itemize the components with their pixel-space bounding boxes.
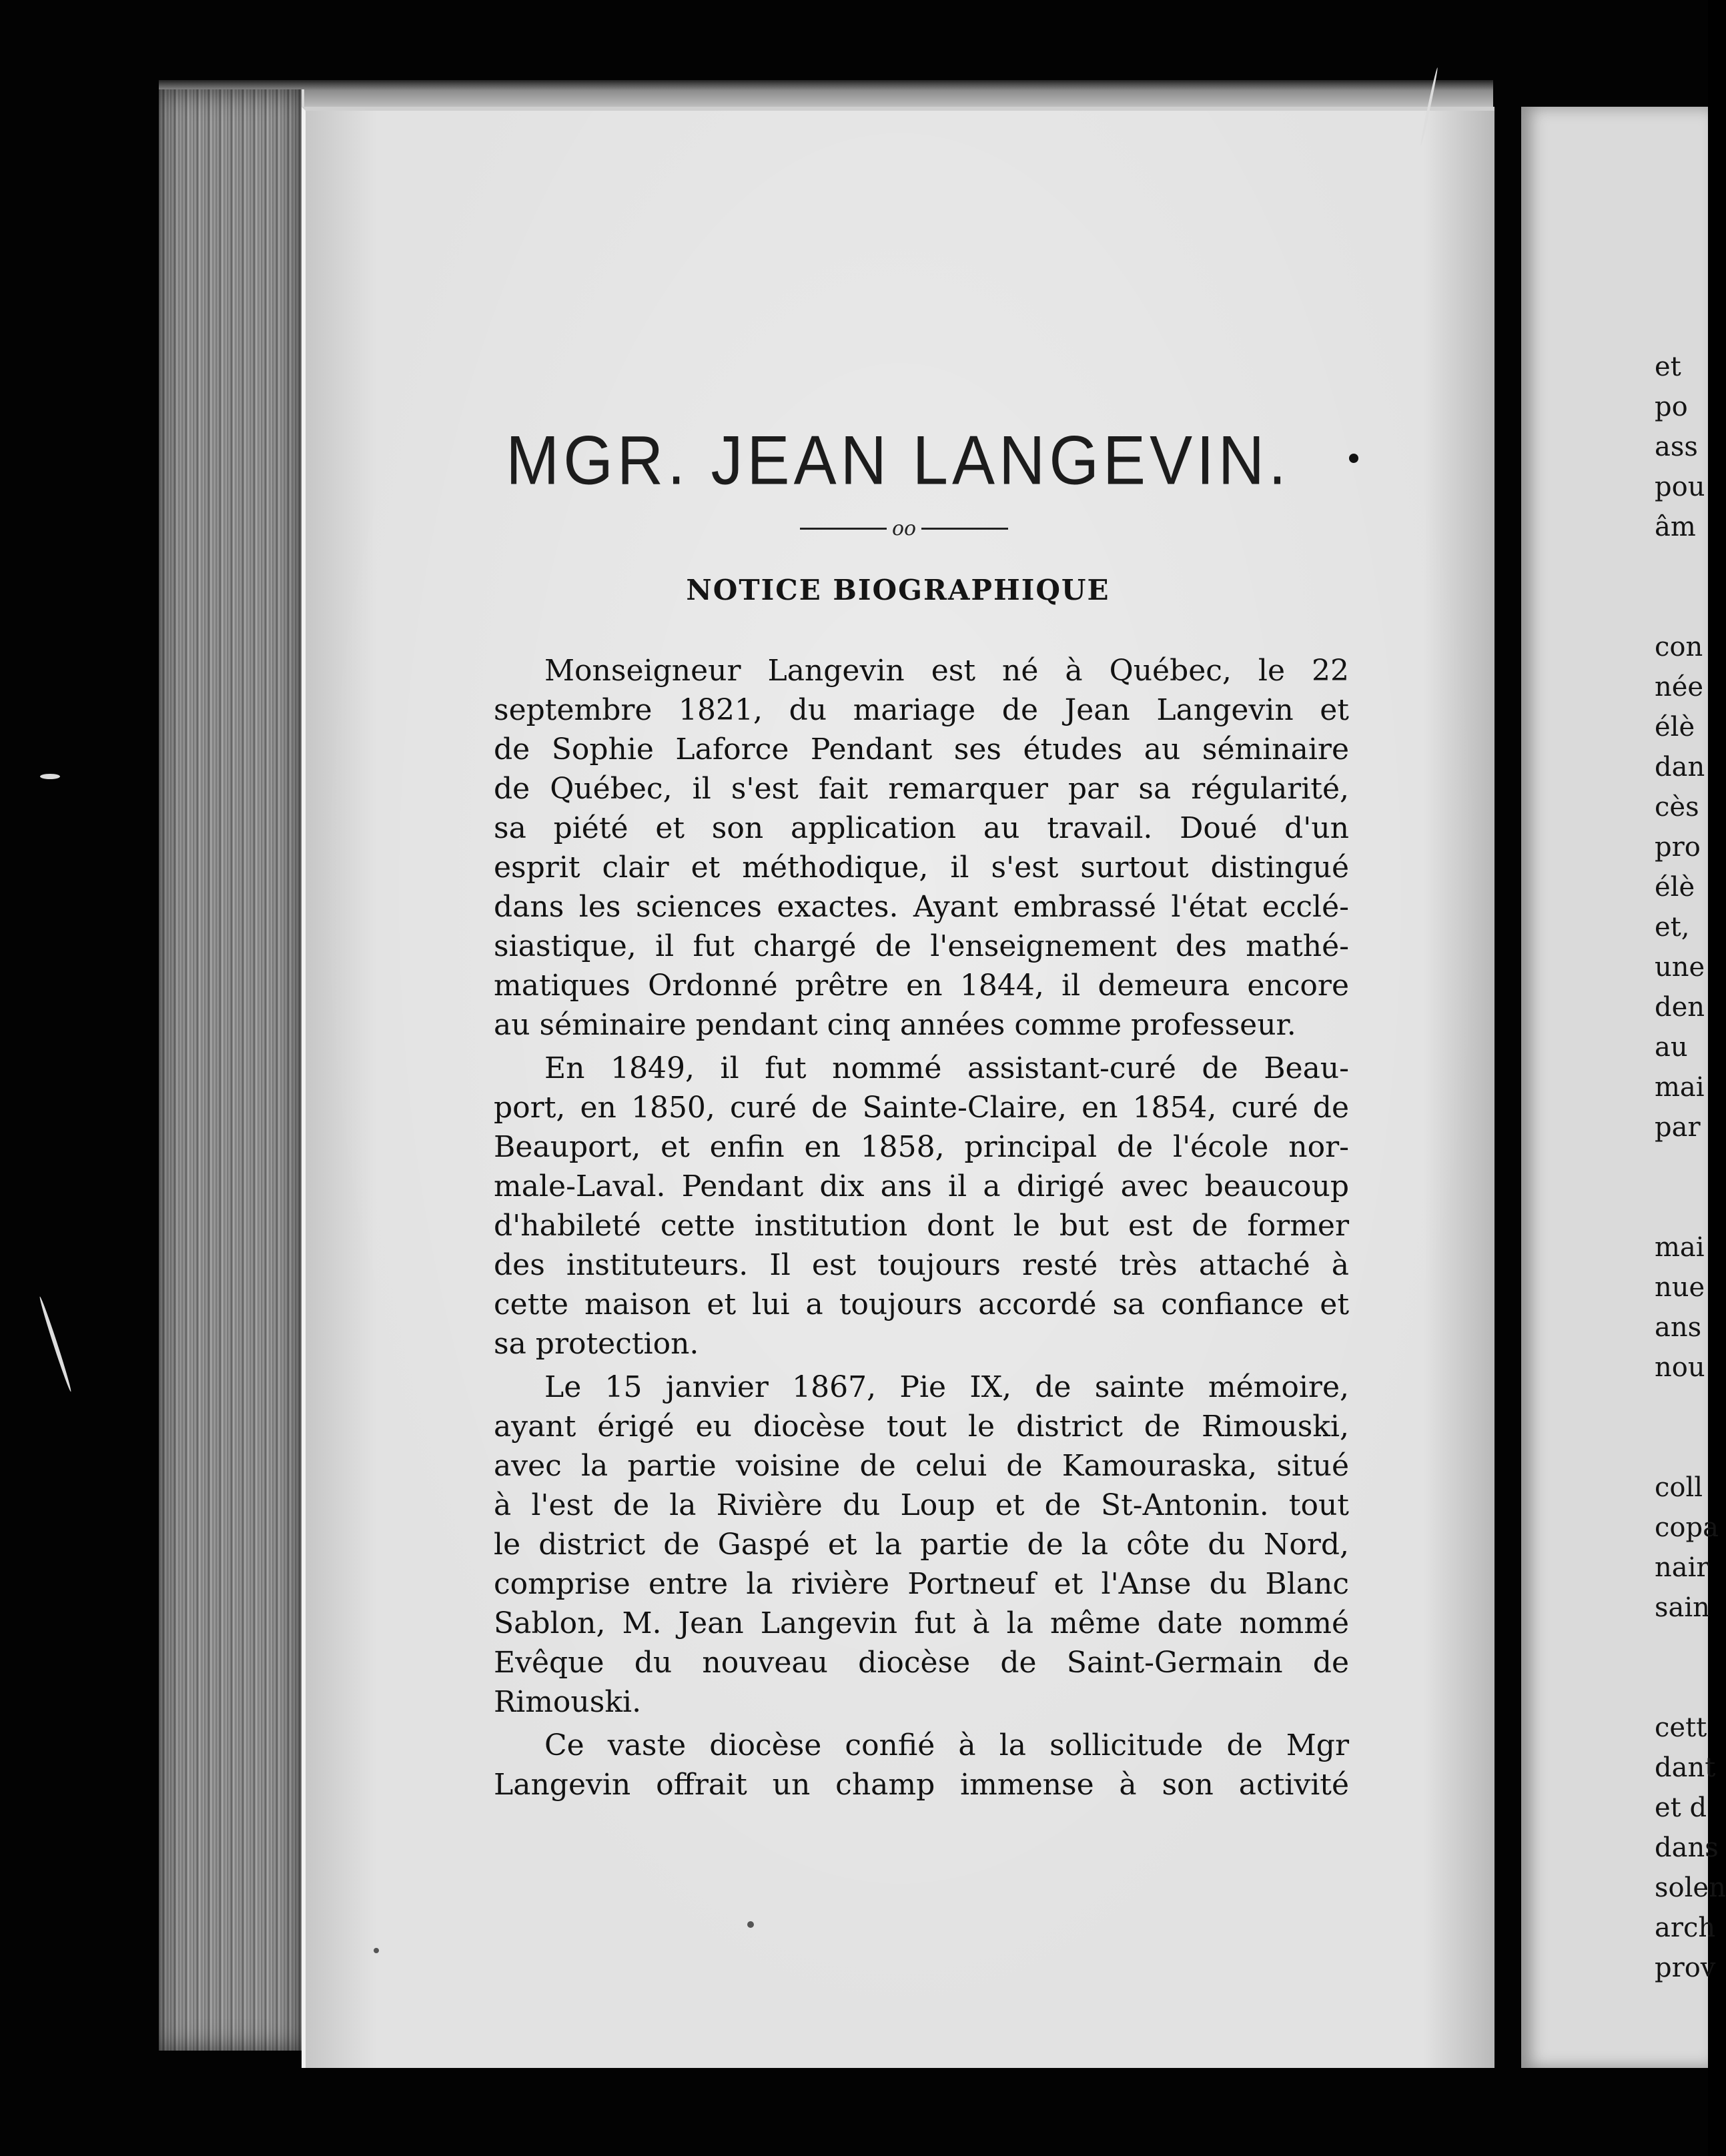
scan-dust [747,1921,754,1928]
text-line: avec la partie voisine de celui de Kamouraska, situé [494,1449,1349,1483]
right-page-fragment: ass [1655,432,1698,462]
text-line: des instituteurs. Il est toujours resté très attaché à [494,1248,1349,1282]
right-page-fragment: et d [1655,1792,1707,1823]
text-line: En 1849, il fut nommé assistant-curé de Beau- [544,1051,1349,1085]
right-page-fragment: nair [1655,1552,1709,1583]
right-page-fragment: dant [1655,1752,1716,1783]
right-page-fragment: et [1655,352,1681,382]
text-line: de Sophie Laforce Pendant ses études au séminaire [494,732,1349,766]
page-stack-top-edge [159,80,1493,107]
right-page-fragment: dans [1655,1832,1719,1863]
text-line: port, en 1850, curé de Sainte-Claire, en 1854, curé de [494,1091,1349,1125]
paragraph-3 [494,1368,1349,1722]
right-page-fragment: mai [1655,1072,1705,1103]
text-line: sa protection. [494,1327,699,1361]
paragraph-1 [494,651,1349,1045]
right-page-fragment: au [1655,1032,1688,1063]
text-line: Monseigneur Langevin est né à Québec, le 22 [544,654,1349,688]
text-line: au séminaire pendant cinq années comme professeur. [494,1008,1296,1042]
text-line: Sablon, M. Jean Langevin fut à la même date nommé [494,1606,1349,1640]
right-page-fragment: née [1655,672,1704,702]
right-page-fragment: ans [1655,1312,1702,1343]
right-page-fragment: et, [1655,912,1690,943]
ornament-rule-right [921,528,1008,530]
text-line: male-Laval. Pendant dix ans il a dirigé avec beaucoup [494,1169,1349,1203]
text-line: comprise entre la rivière Portneuf et l'Anse du Blanc [494,1567,1349,1601]
right-page-fragment: con [1655,632,1703,662]
text-line: à l'est de la Rivière du Loup et de St-Antonin. tout [494,1488,1349,1522]
text-line: Langevin offrait un champ immense à son activité [494,1768,1349,1802]
text-line: le district de Gaspé et la partie de la côte du Nord, [494,1528,1349,1562]
text-line: d'habileté cette institution dont le but est de former [494,1209,1349,1243]
text-line: siastique, il fut chargé de l'enseignement des mathé- [494,929,1349,963]
right-page-fragment: solen [1655,1872,1726,1903]
right-page-fragment: sain [1655,1592,1710,1623]
text-line: matiques Ordonné prêtre en 1844, il demeura encore [494,969,1349,1003]
paragraph-4 [494,1726,1349,1804]
right-page-fragment [1655,1388,1708,1468]
right-page-fragment: mai [1655,1232,1705,1263]
right-page-fragment: den [1655,992,1705,1023]
text-line: Le 15 janvier 1867, Pie IX, de sainte mémoire, [544,1370,1349,1404]
right-page-fragment: par [1655,1112,1701,1143]
ornament-mark: oo [891,516,917,540]
ornament-rule-left [800,528,887,530]
right-page-fragment: copa [1655,1512,1719,1543]
text-line: cette maison et lui a toujours accordé sa confiance et [494,1287,1349,1321]
right-page-fragment [1655,1628,1708,1708]
title-ornament [794,515,1014,542]
right-page-fragment: arch [1655,1913,1716,1943]
scan-scratch [38,1296,73,1393]
text-line: Ce vaste diocèse confié à la sollicitude de Mgr [544,1728,1349,1762]
right-page-fragment: coll [1655,1472,1703,1503]
text-line: ayant érigé eu diocèse tout le district de Rimouski, [494,1410,1349,1444]
right-page-fragment: pou [1655,472,1705,502]
page-title: MGR. JEAN LANGEVIN. [506,422,1290,500]
page-stack-edge [159,89,304,2051]
text-line: de Québec, il s'est fait remarquer par sa régularité, [494,772,1349,806]
right-page-fragment: prov [1655,1953,1716,1983]
text-line: septembre 1821, du mariage de Jean Langevin et [494,693,1349,727]
ink-dot [1349,454,1358,463]
right-page-fragment [1655,1147,1708,1227]
section-subtitle: NOTICE BIOGRAPHIQUE [686,574,1110,606]
text-line: Rimouski. [494,1685,642,1719]
scan-speck [40,774,60,779]
right-page-fragment: po [1655,392,1688,422]
scan-dust [374,1948,379,1953]
right-page-fragment: cett [1655,1712,1707,1743]
right-page-fragment: nou [1655,1352,1705,1383]
body-text [494,651,1349,1808]
right-page-fragment: dan [1655,752,1705,782]
text-line: Beauport, et enfin en 1858, principal de l'école nor- [494,1130,1349,1164]
text-line: Evêque du nouveau diocèse de Saint-Germain de [494,1646,1349,1680]
right-page-fragment: élè [1655,872,1695,903]
right-page-text-fragments [1655,347,1726,1988]
right-page-fragment [1655,547,1708,627]
text-line: esprit clair et méthodique, il s'est surtout distingué [494,851,1349,885]
right-page-fragment: cès [1655,792,1699,823]
paragraph-2 [494,1049,1349,1364]
right-page-fragment: élè [1655,712,1695,742]
text-line: sa piété et son application au travail. Doué d'un [494,811,1349,845]
right-page-fragment: âm [1655,512,1696,542]
right-page-fragment: une [1655,952,1705,983]
right-page-fragment: pro [1655,832,1701,863]
right-page-fragment: nue [1655,1272,1705,1303]
text-line: dans les sciences exactes. Ayant embrassé l'état ecclé- [494,890,1349,924]
